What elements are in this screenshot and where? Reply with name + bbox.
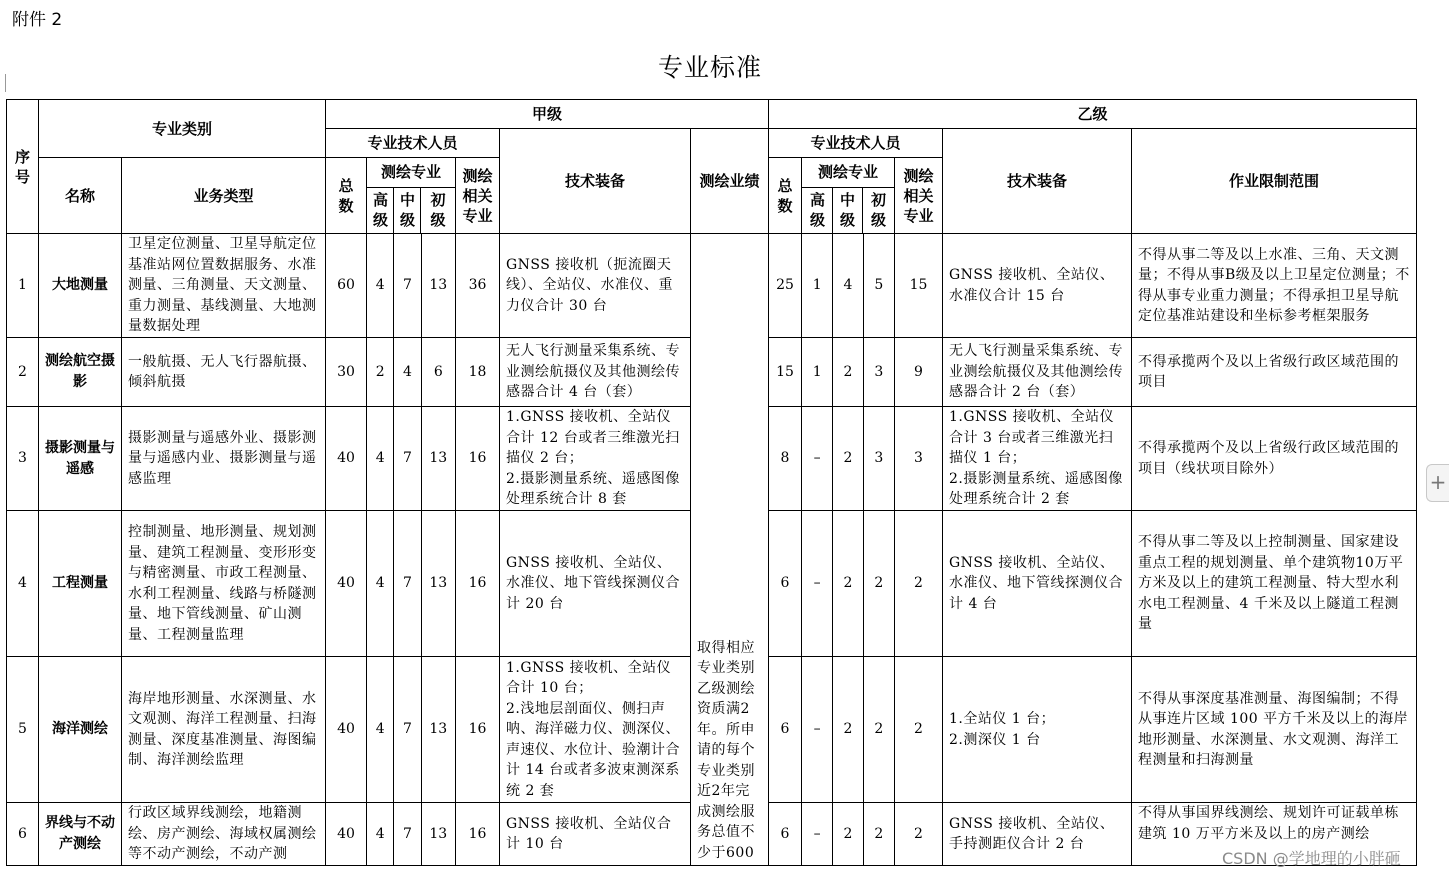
row-b-equipment: GNSS 接收机、全站仪、水准仪合计 15 台	[943, 234, 1132, 338]
row-business: 行政区域界线测绘，地籍测绘、房产测绘、海域权属测绘等不动产测绘，不动产测	[122, 803, 326, 866]
row-a-related: 16	[456, 407, 500, 511]
row-b-junior: 2	[863, 657, 894, 803]
row-b-equipment: GNSS 接收机、全站仪、水准仪、地下管线探测仪合计 4 台	[943, 511, 1132, 657]
row-name: 工程测量	[39, 511, 122, 657]
header-grade-a: 甲级	[326, 100, 769, 129]
header-b-survey-major: 测绘专业	[802, 158, 894, 188]
row-b-middle: 2	[833, 407, 863, 511]
row-b-middle: 2	[833, 657, 863, 803]
row-a-related: 18	[456, 338, 500, 407]
row-b-total: 6	[769, 803, 802, 866]
table-row	[7, 234, 1417, 338]
row-b-senior: –	[802, 657, 833, 803]
row-b-junior: 5	[863, 234, 894, 338]
row-a-equipment: GNSS 接收机、全站仪、水准仪、地下管线探测仪合计 20 台	[500, 511, 691, 657]
row-a-senior: 4	[367, 234, 394, 338]
row-a-total: 30	[326, 338, 367, 407]
row-b-related: 2	[895, 657, 943, 803]
row-a-middle: 4	[394, 338, 421, 407]
row-b-middle: 2	[833, 803, 863, 866]
row-a-total: 40	[326, 407, 367, 511]
row-a-senior: 2	[367, 338, 394, 407]
row-name: 摄影测量与遥感	[39, 407, 122, 511]
row-name: 测绘航空摄影	[39, 338, 122, 407]
row-b-scope: 不得从事二等及以上控制测量、国家建设重点工程的规划测量、单个建筑物10万平方米及以上的建筑工程测量、特大型水利水电工程测量、4 千米及以上隧道工程测量	[1132, 511, 1417, 657]
header-a-junior: 初级	[430, 191, 446, 229]
row-b-related: 15	[895, 234, 943, 338]
row-business: 一般航摄、无人飞行器航摄、倾斜航摄	[122, 338, 326, 407]
header-a-survey-major: 测绘专业	[367, 158, 455, 188]
row-b-senior: –	[802, 803, 833, 866]
row-b-senior: –	[802, 511, 833, 657]
row-business: 控制测量、地形测量、规划测量、建筑工程测量、变形形变与精密测量、市政工程测量、水利工程测量、线路与桥隧测量、地下管线测量、矿山测量、工程测量监理	[122, 511, 326, 657]
row-a-middle: 7	[394, 803, 421, 866]
header-a-related: 测绘相关专业	[456, 158, 500, 234]
row-b-scope: 不得从事二等及以上水准、三角、天文测量；不得从事B级及以上卫星定位测量；不得从事专业重力测量；不得承担卫星导航定位基准站建设和坐标参考框架服务	[1132, 234, 1417, 338]
header-b-total: 总数	[769, 158, 802, 234]
row-b-junior: 2	[863, 803, 894, 866]
row-a-related: 36	[456, 234, 500, 338]
row-b-equipment: GNSS 接收机、全站仪、手持测距仪合计 2 台	[943, 803, 1132, 866]
row-a-junior: 13	[421, 511, 455, 657]
header-b-junior: 初级	[871, 191, 887, 229]
row-b-related: 2	[895, 511, 943, 657]
row-b-senior: –	[802, 407, 833, 511]
row-seq: 5	[7, 657, 39, 803]
header-a-senior: 高级	[367, 188, 394, 233]
row-a-junior: 13	[421, 234, 455, 338]
row-a-senior: 4	[367, 511, 394, 657]
row-seq: 2	[7, 338, 39, 407]
a-performance-text: 取得相应专业类别乙级测绘资质满2年。所申请的每个专业类别近2年完成测绘服务总值不少于600	[697, 639, 755, 861]
row-b-total: 8	[769, 407, 802, 511]
header-seq: 序号	[7, 100, 39, 234]
row-a-equipment: 无人飞行测量采集系统、专业测绘航摄仪及其他测绘传感器合计 4 台（套）	[500, 338, 691, 407]
row-a-senior: 4	[367, 657, 394, 803]
row-b-scope: 不得从事国界线测绘、规划许可证载单栋建筑 10 万平方米及以上的房产测绘	[1132, 803, 1417, 866]
row-b-total: 6	[769, 657, 802, 803]
a-performance-cell	[691, 234, 769, 866]
row-name: 界线与不动产测绘	[39, 803, 122, 866]
row-b-related: 3	[895, 407, 943, 511]
row-a-related: 16	[456, 657, 500, 803]
row-b-junior: 3	[863, 407, 894, 511]
header-category: 专业类别	[39, 100, 326, 158]
header-a-total: 总数	[326, 158, 367, 234]
header-b-major-group	[802, 158, 895, 234]
row-b-middle: 2	[833, 511, 863, 657]
header-b-related: 测绘相关专业	[895, 158, 943, 234]
row-b-total: 25	[769, 234, 802, 338]
row-a-junior: 6	[421, 338, 455, 407]
row-a-total: 60	[326, 234, 367, 338]
row-a-middle: 7	[394, 657, 421, 803]
row-a-total: 40	[326, 657, 367, 803]
page-title: 专业标准	[657, 53, 762, 82]
row-b-related: 9	[895, 338, 943, 407]
header-business: 业务类型	[122, 158, 326, 234]
row-name: 海洋测绘	[39, 657, 122, 803]
attachment-label: 附件 2	[12, 10, 63, 30]
row-a-senior: 4	[367, 407, 394, 511]
row-business: 海岸地形测量、水深测量、水文观测、海洋工程测量、扫海测量、深度基准测量、海图编制、海洋测绘监理	[122, 657, 326, 803]
row-b-equipment: 1.GNSS 接收机、全站仪合计 3 台或者三维激光扫描仪 1 台； 2.摄影测量系统、遥感图像处理系统合计 2 套	[943, 407, 1132, 511]
header-grade-b: 乙级	[769, 100, 1417, 129]
header-a-performance: 测绘业绩	[691, 129, 769, 234]
header-b-middle: 中级	[833, 188, 863, 233]
row-a-middle: 7	[394, 511, 421, 657]
row-a-equipment: GNSS 接收机（扼流圈天线）、全站仪、水准仪、重力仪合计 30 台	[500, 234, 691, 338]
row-b-middle: 2	[833, 338, 863, 407]
row-a-total: 40	[326, 803, 367, 866]
header-a-staff: 专业技术人员	[326, 129, 500, 158]
row-a-equipment: 1.GNSS 接收机、全站仪合计 10 台； 2.浅地层剖面仪、侧扫声呐、海洋磁力仪、测深仪、声速仪、水位计、验潮计合计 14 台或者多波束测深系统 2 套	[500, 657, 691, 803]
row-name: 大地测量	[39, 234, 122, 338]
row-b-related: 2	[895, 803, 943, 866]
row-business: 卫星定位测量、卫星导航定位基准站网位置数据服务、水准测量、三角测量、天文测量、重力测量、基线测量、大地测量数据处理	[122, 234, 326, 338]
row-a-related: 16	[456, 803, 500, 866]
row-b-total: 6	[769, 511, 802, 657]
row-a-middle: 7	[394, 407, 421, 511]
row-b-equipment: 无人飞行测量采集系统、专业测绘航摄仪及其他测绘传感器合计 2 台（套）	[943, 338, 1132, 407]
header-b-equipment: 技术装备	[943, 129, 1132, 234]
row-a-junior: 13	[421, 657, 455, 803]
row-seq: 6	[7, 803, 39, 866]
header-b-staff: 专业技术人员	[769, 129, 943, 158]
row-b-junior: 2	[863, 511, 894, 657]
header-a-equipment: 技术装备	[500, 129, 691, 234]
margin-handle[interactable]	[0, 74, 6, 92]
row-b-scope: 不得承揽两个及以上省级行政区域范围的项目（线状项目除外）	[1132, 407, 1417, 511]
header-a-major-group	[367, 158, 456, 234]
row-a-junior: 13	[421, 407, 455, 511]
row-b-senior: 1	[802, 338, 833, 407]
row-a-related: 16	[456, 511, 500, 657]
row-business: 摄影测量与遥感外业、摄影测量与遥感内业、摄影测量与遥感监理	[122, 407, 326, 511]
row-a-total: 40	[326, 511, 367, 657]
row-b-total: 15	[769, 338, 802, 407]
row-a-senior: 4	[367, 803, 394, 866]
row-seq: 4	[7, 511, 39, 657]
header-name: 名称	[39, 158, 122, 234]
row-b-middle: 4	[833, 234, 863, 338]
row-b-junior: 3	[863, 338, 894, 407]
row-b-scope: 不得从事深度基准测量、海图编制；不得从事连片区域 100 平方千米及以上的海岸地形测量、水深测量、水文观测、海洋工程测量和扫海测量	[1132, 657, 1417, 803]
row-a-junior: 13	[421, 803, 455, 866]
row-b-scope: 不得承揽两个及以上省级行政区域范围的项目	[1132, 338, 1417, 407]
header-b-senior: 高级	[802, 188, 833, 233]
header-b-scope: 作业限制范围	[1132, 129, 1417, 234]
row-a-equipment: GNSS 接收机、全站仪合计 10 台	[500, 803, 691, 866]
row-seq: 3	[7, 407, 39, 511]
row-seq: 1	[7, 234, 39, 338]
standards-table	[6, 99, 1417, 866]
row-a-equipment: 1.GNSS 接收机、全站仪合计 12 台或者三维激光扫描仪 2 台； 2.摄影测量系统、遥感图像处理系统合计 8 套	[500, 407, 691, 511]
row-a-middle: 7	[394, 234, 421, 338]
expand-plus-button[interactable]	[1426, 464, 1449, 502]
header-a-middle: 中级	[394, 188, 421, 233]
row-b-equipment: 1.全站仪 1 台； 2.测深仪 1 台	[943, 657, 1132, 803]
watermark: CSDN @学地理的小胖砸	[1222, 849, 1401, 868]
plus-icon: +	[1429, 470, 1447, 494]
row-b-senior: 1	[802, 234, 833, 338]
